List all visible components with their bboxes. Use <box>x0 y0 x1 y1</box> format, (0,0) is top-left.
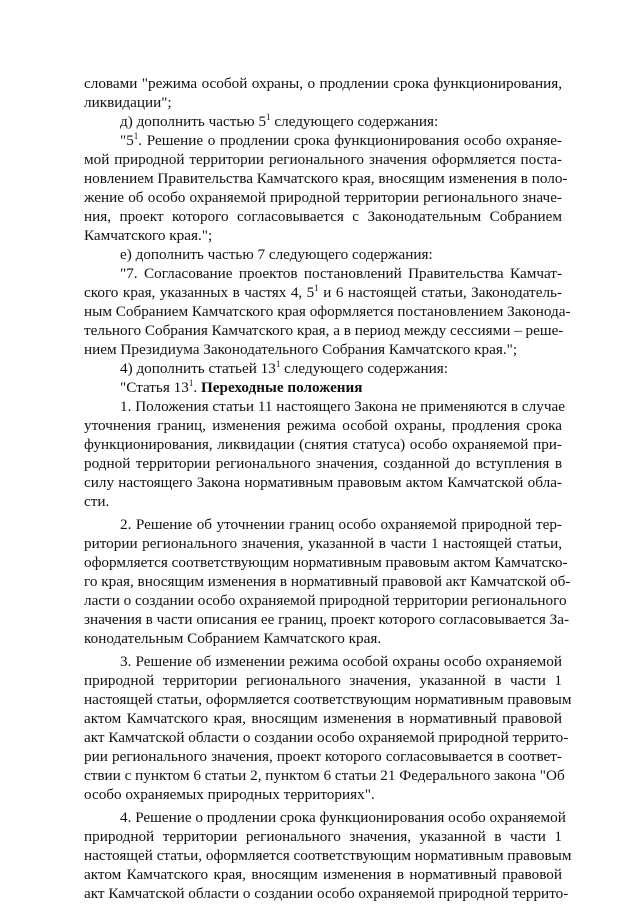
text-line: акт Камчатской области о создании особо охраняемой природной террито- <box>84 885 569 902</box>
text-line: нием Президиума Законодательного Собрания Камчатского края."; <box>84 341 518 358</box>
text-line: тельного Собрания Камчатского края, а в период между сессиями – реше- <box>84 322 564 339</box>
text-line: "$5^1$. Решение о продлении срока функционирования особо охраняе- <box>120 131 562 149</box>
text-line: "7. Согласование проектов постановлений Правительства Камчат- <box>120 265 562 282</box>
text-line: ствии с пунктом 6 статьи 2, пунктом 6 статьи 21 Федерального закона "Об <box>84 767 565 784</box>
text-line: 2. Решение об уточнении границ особо охраняемой природной тер- <box>120 516 562 533</box>
text-line: мой природной территории регионального значения оформляется поста- <box>84 151 562 168</box>
text-line: особо охраняемых природных территориях". <box>84 786 375 803</box>
text-line: актом Камчатского края, вносящим изменения в нормативный правовой <box>84 710 562 727</box>
text-line: рии регионального значения, проект которого согласовывается в соответ- <box>84 748 562 765</box>
text-line: акт Камчатской области о создании особо охраняемой природной террито- <box>84 729 569 746</box>
text-line: ского края, указанных в частях 4, $5^1$ и 6 настоящей статьи, Законодатель- <box>84 283 563 301</box>
text-line: конодательным Собранием Камчатского края. <box>84 630 382 647</box>
text-line: д) дополнить частью $5^1$ следующего содержания: <box>120 112 439 130</box>
text-line: новлением Правительства Камчатского края, вносящим изменения в поло- <box>84 170 568 187</box>
text-line: ния, проект которого согласовывается с Законодательным Собранием <box>84 208 562 225</box>
text-line: актом Камчатского края, вносящим изменения в нормативный правовой <box>84 866 562 883</box>
text-line: значения в части описания ее границ, проект которого согласовывается За- <box>84 611 570 628</box>
text-line: 4. Решение о продлении срока функционирования особо охраняемой <box>120 809 566 826</box>
text-line: ликвидации"; <box>84 94 172 111</box>
text-line: настоящей статьи, оформляется соответствующим нормативным правовым <box>84 691 572 708</box>
text-line: родной территории регионального значения, созданной до вступления в <box>84 455 562 472</box>
text-line: сти. <box>84 493 110 510</box>
article-title: Переходные положения <box>200 379 363 396</box>
text-line: ритории регионального значения, указанной в части 1 настоящей статьи, <box>84 535 562 552</box>
text-line: оформляется соответствующим нормативным правовым актом Камчатско- <box>84 554 568 571</box>
text-line: го края, вносящим изменения в нормативный правовой акт Камчатской об- <box>84 573 571 590</box>
text-line: уточнения границ, изменения режима особой охраны, продления срока <box>84 417 562 434</box>
text-line: 4) дополнить статьей $13^1$ следующего содержания: <box>120 359 448 377</box>
text-line: 3. Решение об изменении режима особой охраны особо охраняемой <box>120 653 562 670</box>
text-line: е) дополнить частью 7 следующего содержания: <box>120 246 433 263</box>
text-line: функционирования, ликвидации (снятия статуса) особо охраняемой при- <box>84 436 562 453</box>
text-line: силу настоящего Закона нормативным правовым актом Камчатской обла- <box>84 474 562 491</box>
text-line: природной территории регионального значения, указанной в части 1 <box>84 828 562 845</box>
text-line: Камчатского края."; <box>84 227 213 244</box>
text-line: ласти о создании особо охраняемой природной территории регионального <box>84 592 567 609</box>
text-line: жение об особо охраняемой природной территории регионального значе- <box>84 189 562 206</box>
text-line: природной территории регионального значения, указанной в части 1 <box>84 672 562 689</box>
text-line: ным Собранием Камчатского края оформляется постановлением Законода- <box>84 303 571 320</box>
text-line: словами "режима особой охраны, о продлении срока функционирования, <box>84 75 562 92</box>
text-line: 1. Положения статьи 11 настоящего Закона не применяются в случае <box>120 398 565 415</box>
text-line: настоящей статьи, оформляется соответствующим нормативным правовым <box>84 847 572 864</box>
article-heading: "Статья $13^1$. Переходные положения <box>120 378 363 396</box>
